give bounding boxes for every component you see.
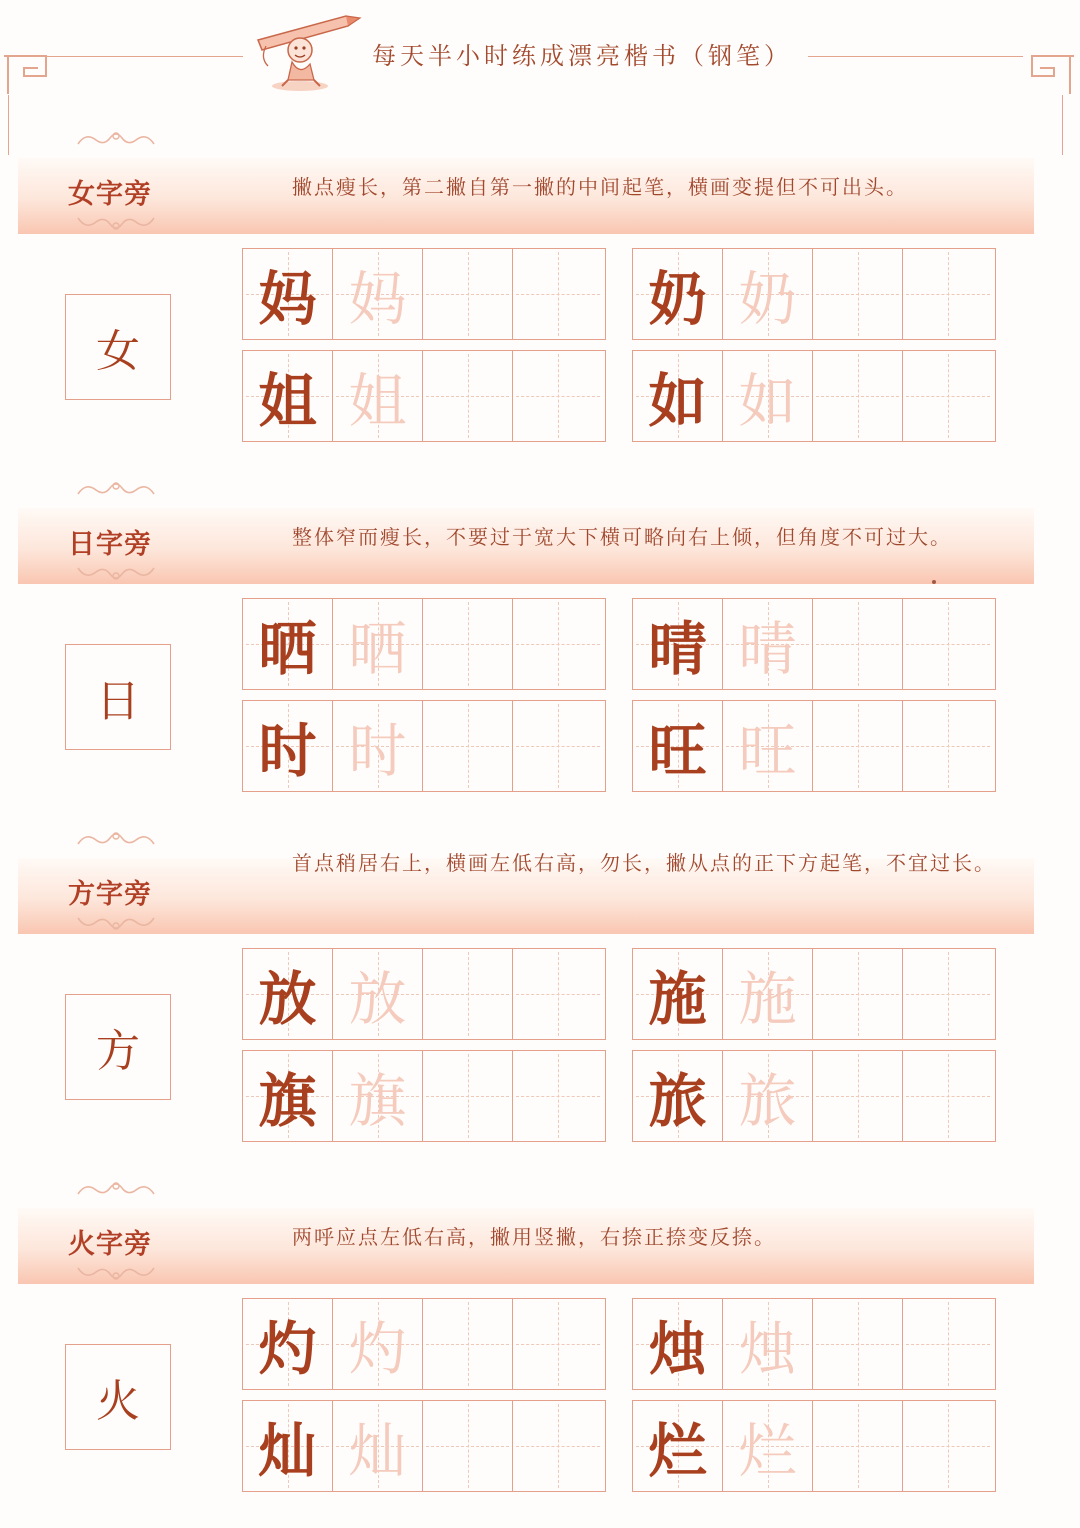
model-character: 旅 [648,1067,707,1135]
model-cell [243,599,333,689]
model-character: 奶 [648,265,707,333]
trace-cell[interactable] [723,701,813,791]
model-cell [633,1299,723,1389]
trace-cell[interactable] [723,949,813,1039]
radical-description: 撇点瘦长，第二撇自第一撇的中间起笔，横画变提但不可出头。 [292,175,908,199]
model-cell [243,351,333,441]
model-character: 旺 [648,717,707,785]
trace-cell[interactable] [333,1051,423,1141]
model-character: 灼 [258,1315,317,1383]
scroll-ornament-icon [74,912,158,934]
model-cell [633,949,723,1039]
trace-character: 旅 [738,1067,797,1135]
model-cell [243,949,333,1039]
trace-character: 奶 [738,265,797,333]
scroll-ornament-icon [74,478,158,500]
section-nv-radical [18,128,1034,478]
blank-practice-cell[interactable] [903,1051,993,1141]
model-character: 烂 [648,1417,707,1485]
side-rule-right [1062,95,1063,155]
page-header [0,0,1080,110]
trace-cell[interactable] [723,599,813,689]
model-cell [243,1299,333,1389]
model-character: 烛 [648,1315,707,1383]
trace-cell[interactable] [333,949,423,1039]
model-character: 时 [258,717,317,785]
blank-practice-cell[interactable] [813,249,903,339]
trace-character: 旗 [348,1067,407,1135]
practice-grid [242,598,606,690]
blank-practice-cell[interactable] [813,599,903,689]
practice-grid [632,1298,996,1390]
section-ri-radical [18,478,1034,828]
scroll-ornament-icon [74,1178,158,1200]
trace-character: 放 [348,965,407,1033]
blank-practice-cell[interactable] [513,701,603,791]
trace-cell[interactable] [333,701,423,791]
trace-cell[interactable] [723,1299,813,1389]
radical-description: 整体窄而瘦长，不要过于宽大下横可略向右上倾，但角度不可过大。 [292,525,952,549]
model-cell [633,701,723,791]
scroll-ornament-icon [74,128,158,150]
trace-character: 灼 [348,1315,407,1383]
blank-practice-cell[interactable] [513,599,603,689]
blank-practice-cell[interactable] [903,249,993,339]
trace-character: 晒 [348,615,407,683]
blank-practice-cell[interactable] [423,351,513,441]
radical-sample-box: 方 [65,994,171,1100]
trace-cell[interactable] [333,1299,423,1389]
blank-practice-cell[interactable] [513,1401,603,1491]
print-speck [932,580,936,584]
trace-character: 旺 [738,717,797,785]
trace-cell[interactable] [723,249,813,339]
trace-cell[interactable] [333,351,423,441]
blank-practice-cell[interactable] [423,1299,513,1389]
header-rule-left [28,56,243,57]
pencil-mascot-icon [248,6,366,96]
blank-practice-cell[interactable] [423,1401,513,1491]
header-rule-right [808,56,1023,57]
scroll-ornament-icon [74,828,158,850]
blank-practice-cell[interactable] [423,249,513,339]
blank-practice-cell[interactable] [903,701,993,791]
blank-practice-cell[interactable] [513,351,603,441]
radical-title: 火字旁 [68,1229,152,1260]
trace-character: 烂 [738,1417,797,1485]
trace-character: 姐 [348,367,407,435]
section-fang-radical [18,828,1034,1178]
trace-character: 妈 [348,265,407,333]
practice-grid [632,700,996,792]
model-character: 灿 [258,1417,317,1485]
blank-practice-cell[interactable] [813,1051,903,1141]
practice-grid [632,948,996,1040]
practice-grid [242,1298,606,1390]
model-character: 妈 [258,265,317,333]
radical-sample-box: 日 [65,644,171,750]
trace-character: 晴 [738,615,797,683]
practice-grid [242,948,606,1040]
fret-corner-left-icon [2,42,60,100]
trace-cell[interactable] [333,1401,423,1491]
model-character: 旗 [258,1067,317,1135]
trace-character: 施 [738,965,797,1033]
trace-character: 时 [348,717,407,785]
practice-grid [242,248,606,340]
model-cell [243,249,333,339]
model-character: 晒 [258,615,317,683]
practice-grid [242,1050,606,1142]
trace-cell[interactable] [723,1051,813,1141]
blank-practice-cell[interactable] [813,1401,903,1491]
blank-practice-cell[interactable] [513,249,603,339]
model-character: 放 [258,965,317,1033]
practice-grid [632,350,996,442]
model-character: 施 [648,965,707,1033]
model-cell [243,1051,333,1141]
practice-grid [632,598,996,690]
model-cell [633,599,723,689]
blank-practice-cell[interactable] [423,701,513,791]
model-character: 如 [648,367,707,435]
side-rule-left [8,95,9,155]
practice-grid [242,700,606,792]
radical-title: 日字旁 [68,529,152,560]
model-cell [243,701,333,791]
blank-practice-cell[interactable] [813,1299,903,1389]
radical-sample-box: 女 [65,294,171,400]
blank-practice-cell[interactable] [423,949,513,1039]
blank-practice-cell[interactable] [513,1299,603,1389]
blank-practice-cell[interactable] [903,1401,993,1491]
model-cell [633,1051,723,1141]
trace-character: 灿 [348,1417,407,1485]
radical-title: 女字旁 [68,179,152,210]
blank-practice-cell[interactable] [903,599,993,689]
blank-practice-cell[interactable] [813,949,903,1039]
practice-grid [242,1400,606,1492]
blank-practice-cell[interactable] [423,599,513,689]
radical-sample-box: 火 [65,1344,171,1450]
trace-cell[interactable] [723,351,813,441]
scroll-ornament-icon [74,1262,158,1284]
model-cell [633,351,723,441]
practice-grid [632,248,996,340]
trace-character: 如 [738,367,797,435]
trace-cell[interactable] [333,249,423,339]
blank-practice-cell[interactable] [813,351,903,441]
trace-character: 烛 [738,1315,797,1383]
trace-cell[interactable] [333,599,423,689]
practice-grid [242,350,606,442]
blank-practice-cell[interactable] [513,949,603,1039]
blank-practice-cell[interactable] [903,351,993,441]
model-cell [243,1401,333,1491]
practice-grid [632,1400,996,1492]
scroll-ornament-icon [74,562,158,584]
blank-practice-cell[interactable] [903,1299,993,1389]
practice-grid [632,1050,996,1142]
fret-corner-right-icon [1018,42,1076,100]
blank-practice-cell[interactable] [813,701,903,791]
model-cell [633,1401,723,1491]
model-cell [633,249,723,339]
header-title: 每天半小时练成漂亮楷书（钢笔） [372,42,792,70]
model-character: 晴 [648,615,707,683]
blank-practice-cell[interactable] [903,949,993,1039]
model-character: 姐 [258,367,317,435]
trace-cell[interactable] [723,1401,813,1491]
radical-title: 方字旁 [68,879,152,910]
section-huo-radical [18,1178,1034,1528]
scroll-ornament-icon [74,212,158,234]
blank-practice-cell[interactable] [423,1051,513,1141]
radical-description: 两呼应点左低右高，撇用竖撇，右捺正捺变反捺。 [292,1225,776,1249]
radical-description: 首点稍居右上，横画左低右高，勿长，撇从点的正下方起笔，不宜过长。 [292,851,996,875]
blank-practice-cell[interactable] [513,1051,603,1141]
